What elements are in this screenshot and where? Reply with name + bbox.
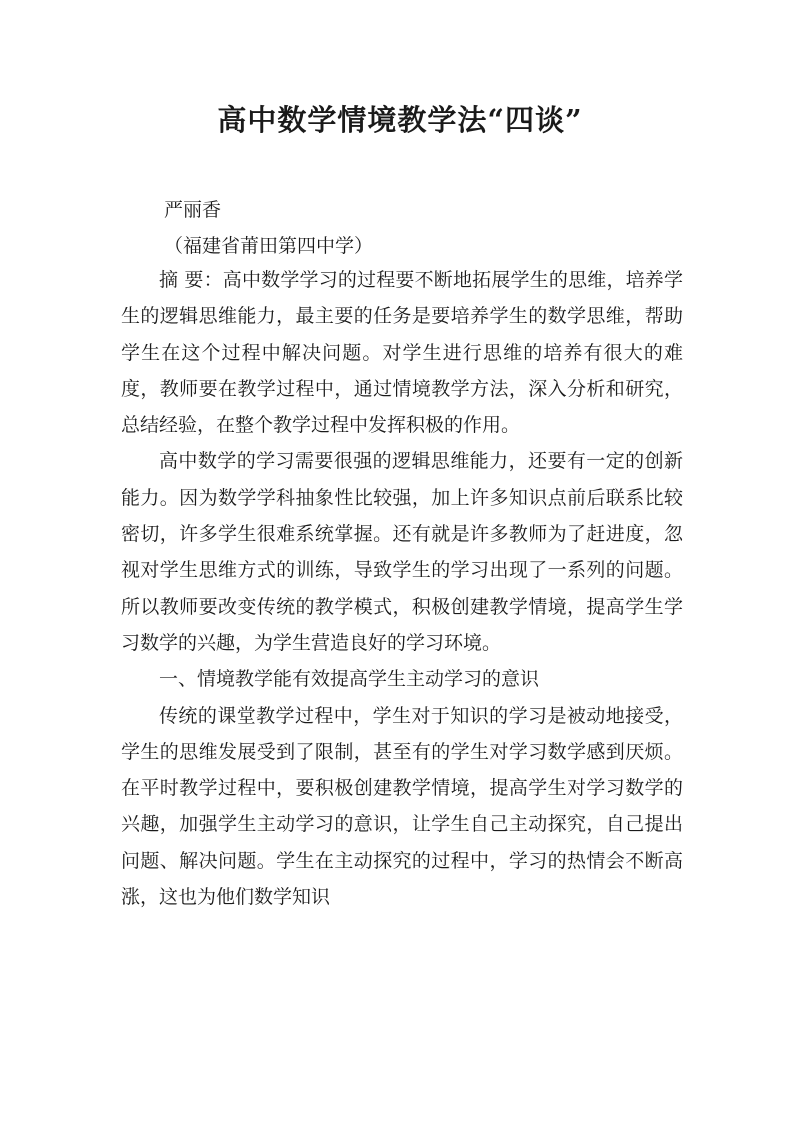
body-paragraph: 传统的课堂教学过程中，学生对于知识的学习是被动地接受，学生的思维发展受到了限制，甚至有的学生对学习数学感到厌烦。在平时教学过程中，要积极创建教学情境，提高学生对学习数学的兴趣，加强学生主动学习的意识，让学生自己主动探究，自己提出问题、解决问题。学生在主动探究的过程中，学习的热情会不断高涨，这也为他们数学知识 (121, 704, 683, 909)
abstract-paragraph: 摘 要：高中数学学习的过程要不断地拓展学生的思维，培养学生的逻辑思维能力，最主要的任务是要培养学生的数学思维，帮助学生在这个过程中解决问题。对学生进行思维的培养有很大的难度，教师要在教学过程中，通过情境教学方法，深入分析和研究，总结经验，在整个教学过程中发挥积极的作用。 (121, 269, 683, 437)
section-heading: 一、情境教学能有效提高学生主动学习的意识 (159, 668, 540, 691)
body-paragraph: 高中数学的学习需要很强的逻辑思维能力，还要有一定的创新能力。因为数学学科抽象性比较强，加上许多知识点前后联系比较密切，许多学生很难系统掌握。还有就是许多教师为了赶进度，忽视对学生思维方式的训练，导致学生的学习出现了一系列的问题。所以教师要改变传统的教学模式，积极创建教学情境，提高学生学习数学的兴趣，为学生营造良好的学习环境。 (121, 450, 683, 654)
article-title: 高中数学情境教学法“四谈” (217, 103, 583, 137)
author-affiliation: （福建省莆田第四中学） (164, 235, 374, 257)
article-body (121, 262, 683, 915)
author-name: 严丽香 (164, 199, 222, 221)
